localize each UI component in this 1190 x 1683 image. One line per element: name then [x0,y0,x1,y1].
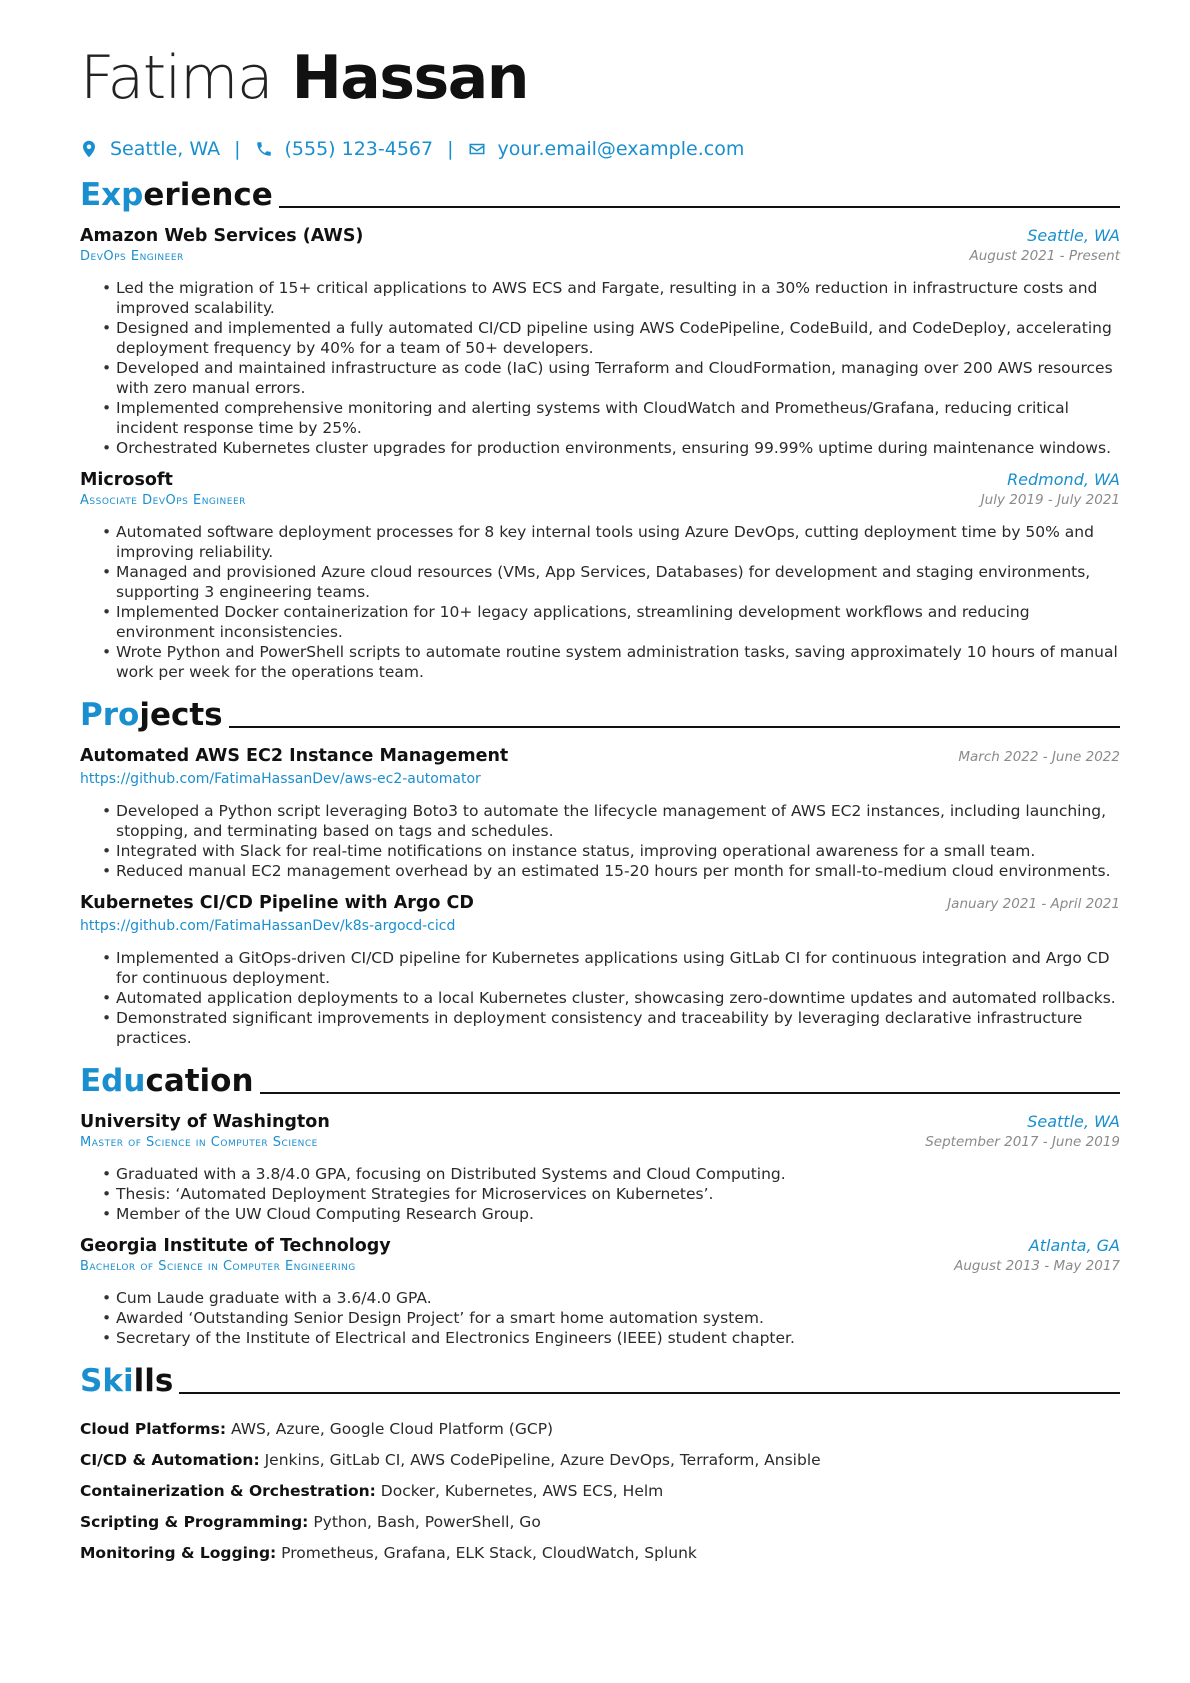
project-entry [80,893,1120,1048]
projects-heading [80,694,1120,734]
job-entry [80,470,1120,682]
section-rule [179,1392,1120,1394]
bullet-item: • Demonstrated significant improvements in deployment consistency and traceability by leveraging declarative infrastructure practices. [102,1008,1120,1048]
bullet-item: • Developed and maintained infrastructure as code (IaC) using Terraform and CloudFormation, managing over 200 AWS resources with zero manual errors. [102,358,1120,398]
skill-items: Jenkins, GitLab CI, AWS CodePipeline, Azure DevOps, Terraform, Ansible [264,1451,821,1469]
section-rule [229,726,1120,728]
bullet-list [80,801,1120,881]
phone-text[interactable]: (555) 123-4567 [284,138,434,160]
contact-separator: | [234,138,241,160]
projects-list [80,746,1120,1048]
bullet-item: • Automated software deployment processes for 8 key internal tools using Azure DevOps, cutting deployment time by 50% and improving reliability. [102,522,1120,562]
bullet-list [80,1164,1120,1224]
entry-dates: March 2022 - June 2022 [958,749,1120,765]
school-entry [80,1112,1120,1224]
section-rule [260,1092,1120,1094]
entry-dates: September 2017 - June 2019 [925,1134,1120,1150]
map-pin-icon [80,140,98,158]
entry-dates: January 2021 - April 2021 [947,896,1120,912]
bullet-item: • Orchestrated Kubernetes cluster upgrades for production environments, ensuring 99.99% uptime during maintenance windows. [102,438,1120,458]
bullet-item: • Managed and provisioned Azure cloud resources (VMs, App Services, Databases) for development and staging environments, supporting 3 engineering teams. [102,562,1120,602]
contact-email[interactable] [468,138,745,160]
school-entry [80,1236,1120,1348]
skill-items: Python, Bash, PowerShell, Go [313,1513,541,1531]
skill-category: Containerization & Orchestration: [80,1482,376,1500]
skill-category: Scripting & Programming: [80,1513,309,1531]
title-highlight: Pro [80,697,140,733]
bullet-list [80,522,1120,682]
first-name: Fatima [80,43,273,113]
title-rest: cation [145,1063,254,1099]
envelope-icon [468,140,486,158]
bullet-list [80,1288,1120,1348]
skill-category: Cloud Platforms: [80,1420,227,1438]
project-name: Automated AWS EC2 Instance Management [80,746,509,766]
bullet-item: • Reduced manual EC2 management overhead by an estimated 15-20 hours per month for small-to-medium cloud environments. [102,861,1120,881]
bullet-item: • Implemented a GitOps-driven CI/CD pipeline for Kubernetes applications using GitLab CI for continuous integration and Argo CD for continuous deployment. [102,948,1120,988]
entry-location: Atlanta, GA [1028,1236,1120,1255]
bullet-item: • Led the migration of 15+ critical applications to AWS ECS and Fargate, resulting in a 30% reduction in infrastructure costs and improved scalability. [102,278,1120,318]
organization-name: University of Washington [80,1112,330,1132]
skill-items: Docker, Kubernetes, AWS ECS, Helm [380,1482,664,1500]
skill-category: CI/CD & Automation: [80,1451,260,1469]
entry-role: Master of Science in Computer Science [80,1135,318,1150]
project-entry [80,746,1120,881]
section-title [80,1062,254,1100]
section-title [80,696,223,734]
entry-location: Redmond, WA [1007,470,1120,489]
entry-subheader-row [80,246,1120,264]
bullet-item: • Wrote Python and PowerShell scripts to automate routine system administration tasks, saving approximately 10 hours of manual work per week for the operations team. [102,642,1120,682]
contact-phone[interactable] [255,138,434,160]
section-title [80,176,273,214]
title-rest: lls [133,1363,174,1399]
entry-role: Bachelor of Science in Computer Engineering [80,1259,356,1274]
skills-list [80,1414,1120,1569]
bullet-item: • Secretary of the Institute of Electrical and Electronics Engineers (IEEE) student chapter. [102,1328,1120,1348]
title-rest: erience [143,177,273,213]
entry-header-row [80,470,1120,490]
entry-location: Seattle, WA [1027,226,1120,245]
entry-header-row [80,746,1120,766]
section-rule [279,206,1120,208]
entry-dates: August 2021 - Present [969,248,1120,264]
bullet-item: • Thesis: ‘Automated Deployment Strategies for Microservices on Kubernetes’. [102,1184,1120,1204]
bullet-item: • Automated application deployments to a local Kubernetes cluster, showcasing zero-downtime updates and automated rollbacks. [102,988,1120,1008]
entry-subheader-row [80,1132,1120,1150]
bullet-item: • Graduated with a 3.8/4.0 GPA, focusing on Distributed Systems and Cloud Computing. [102,1164,1120,1184]
entry-header-row [80,226,1120,246]
education-heading [80,1060,1120,1100]
bullet-list [80,948,1120,1048]
section-title [80,1362,173,1400]
bullet-list [80,278,1120,458]
entry-header-row [80,1112,1120,1132]
bullet-item: • Developed a Python script leveraging Boto3 to automate the lifecycle management of AWS EC2 instances, including launching, stopping, and terminating based on tags and schedules. [102,801,1120,841]
organization-name: Microsoft [80,470,173,490]
skill-items: Prometheus, Grafana, ELK Stack, CloudWatch, Splunk [281,1544,697,1562]
experience-heading [80,174,1120,214]
bullet-item: • Designed and implemented a fully automated CI/CD pipeline using AWS CodePipeline, CodeBuild, and CodeDeploy, accelerating deployment frequency by 40% for a team of 50+ developers. [102,318,1120,358]
contact-location [80,138,220,160]
project-name: Kubernetes CI/CD Pipeline with Argo CD [80,893,474,913]
entry-location: Seattle, WA [1027,1112,1120,1131]
location-text: Seattle, WA [110,138,221,160]
entry-dates: August 2013 - May 2017 [954,1258,1120,1274]
title-highlight: Exp [80,177,144,213]
email-text[interactable]: your.email@example.com [497,138,745,160]
skill-row [80,1538,1120,1569]
title-rest: jects [139,697,223,733]
bullet-item: • Member of the UW Cloud Computing Research Group. [102,1204,1120,1224]
title-highlight: Ski [80,1363,134,1399]
skill-row [80,1476,1120,1507]
phone-icon [255,140,273,158]
education-list [80,1112,1120,1348]
entry-role: DevOps Engineer [80,249,184,264]
organization-name: Amazon Web Services (AWS) [80,226,364,246]
organization-name: Georgia Institute of Technology [80,1236,391,1256]
entry-subheader-row [80,1256,1120,1274]
skill-items: AWS, Azure, Google Cloud Platform (GCP) [230,1420,554,1438]
entry-dates: July 2019 - July 2021 [980,492,1120,508]
skill-category: Monitoring & Logging: [80,1544,277,1562]
job-entry [80,226,1120,458]
project-link[interactable]: https://github.com/FatimaHassanDev/aws-ec2-automator [80,771,481,787]
skill-row [80,1414,1120,1445]
candidate-name [80,38,1120,118]
bullet-item: • Implemented Docker containerization for 10+ legacy applications, streamlining development workflows and reducing environment inconsistencies. [102,602,1120,642]
bullet-item: • Awarded ‘Outstanding Senior Design Project’ for a smart home automation system. [102,1308,1120,1328]
last-name: Hassan [291,43,528,113]
entry-subheader-row [80,490,1120,508]
title-highlight: Edu [80,1063,146,1099]
contact-separator: | [447,138,454,160]
skill-row [80,1445,1120,1476]
experience-list [80,226,1120,682]
bullet-item: • Implemented comprehensive monitoring and alerting systems with CloudWatch and Prometheus/Grafana, reducing critical incident response time by 25%. [102,398,1120,438]
bullet-item: • Integrated with Slack for real-time notifications on instance status, improving operational awareness for a small team. [102,841,1120,861]
project-link[interactable]: https://github.com/FatimaHassanDev/k8s-argocd-cicd [80,918,456,934]
entry-header-row [80,1236,1120,1256]
entry-role: Associate DevOps Engineer [80,493,246,508]
bullet-item: • Cum Laude graduate with a 3.6/4.0 GPA. [102,1288,1120,1308]
skill-row [80,1507,1120,1538]
contact-line [80,136,1120,162]
skills-heading [80,1360,1120,1400]
entry-header-row [80,893,1120,913]
